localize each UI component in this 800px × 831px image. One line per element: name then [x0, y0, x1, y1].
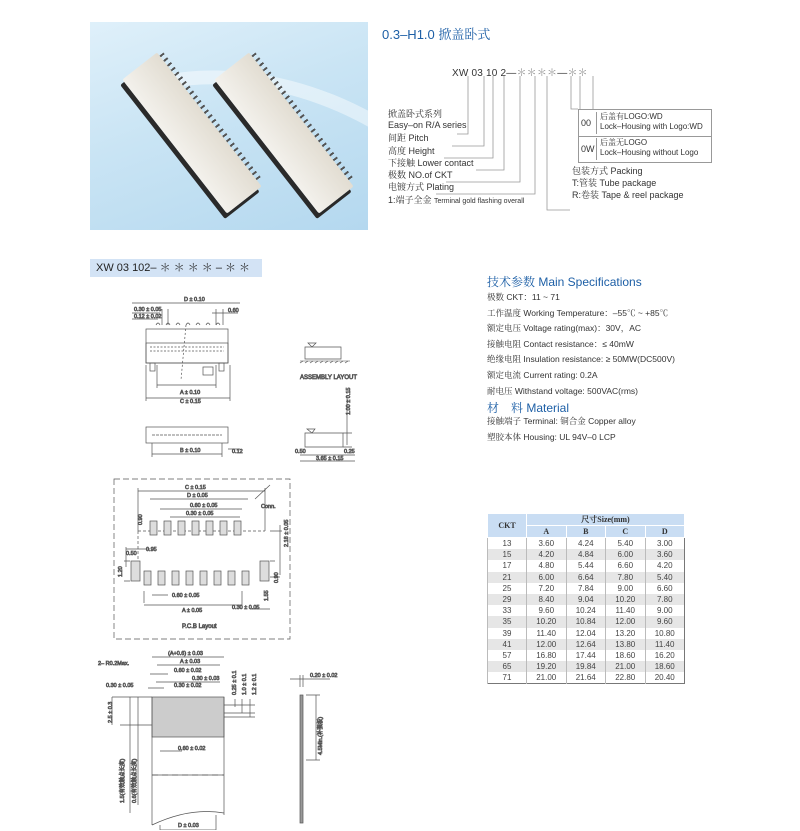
size-table-cell: 10.20	[527, 616, 567, 627]
part-number-dash: —	[557, 68, 568, 79]
size-table-cell: 20.40	[645, 672, 685, 684]
size-table-ckt-cell: 71	[488, 672, 527, 684]
dim-cable-width2: 0.30 ± 0.05	[106, 683, 134, 689]
size-table-cell: 4.20	[527, 549, 567, 560]
size-table-row	[488, 538, 685, 550]
size-table-cell: 5.40	[645, 572, 685, 583]
flat-cable-drawing	[98, 651, 337, 830]
cable-side-profile	[300, 695, 303, 823]
size-table-col-header: C	[606, 526, 646, 538]
size-table-ckt-cell: 17	[488, 560, 527, 571]
size-table-cell: 21.00	[606, 661, 646, 672]
pcb-caption: P.C.B Layout	[182, 624, 217, 630]
front-housing	[146, 329, 228, 363]
size-table-cell: 12.04	[566, 628, 606, 639]
dim-pcb-d: D ± 0.05	[187, 493, 208, 499]
size-table-ckt-cell: 15	[488, 549, 527, 560]
spec-item: 额定电流 Current rating: 0.2A	[487, 369, 598, 380]
size-table-cell: 13.80	[606, 639, 646, 650]
size-table-cell: 4.24	[566, 538, 606, 550]
dim-cable-radius: 2– R0.2Max.	[98, 661, 130, 667]
spec-item: 耐电压 Withstand voltage: 500VAC(rms)	[487, 385, 638, 396]
size-table-row	[488, 572, 685, 583]
dim-cable-width3: 0.30 ± 0.02	[174, 683, 202, 689]
size-table-cell: 21.00	[527, 672, 567, 684]
dim-pcb-c: C ± 0.15	[185, 485, 206, 491]
size-table-cell: 13.20	[606, 628, 646, 639]
leader-packing	[547, 76, 570, 210]
size-table-cell: 7.80	[606, 572, 646, 583]
size-table-cell: 3.60	[645, 549, 685, 560]
dim-pcb-218: 2.18 ± 0.05	[284, 519, 290, 547]
size-table-ckt-cell: 35	[488, 616, 527, 627]
part-number-prefix: XW 03 10 2—	[452, 68, 517, 79]
material-heading: 材 料 Material	[487, 401, 570, 415]
dim-cable-effective-1: 1.5(有效触点长度)	[120, 758, 126, 803]
size-table-cell: 6.64	[566, 572, 606, 583]
pcb-layout-drawing	[114, 479, 290, 639]
dim-cable-width: 0.30 ± 0.03	[192, 676, 220, 682]
side-view-drawing	[295, 388, 355, 462]
size-table-cell: 9.04	[566, 594, 606, 605]
spec-item: 工作温度 Working Temperature：–55℃ ~ +85℃	[487, 307, 669, 318]
legend-plating-option	[388, 194, 524, 208]
size-table-cell: 11.40	[606, 605, 646, 616]
legend-lower-contact: 下接触 Lower contact	[388, 158, 474, 168]
dim-cable-pitch: 0.60 ± 0.02	[174, 668, 202, 674]
size-table-cell: 10.24	[566, 605, 606, 616]
size-table-cell: 17.44	[566, 650, 606, 661]
size-table-cell: 6.00	[527, 572, 567, 583]
size-table-cell: 10.20	[606, 594, 646, 605]
size-table-ckt-cell: 29	[488, 594, 527, 605]
size-table-cell: 12.00	[527, 639, 567, 650]
logo-option-en: Lock–Housing with Logo:WD	[600, 122, 703, 131]
dim-bottom-b: B ± 0.10	[180, 448, 201, 454]
dim-front-pitch: 0.30 ± 0.05	[134, 307, 162, 313]
dim-front-060: 0.60	[228, 308, 239, 314]
dim-cable-v2: 1.0 ± 0.1	[242, 673, 248, 695]
size-table-cell: 12.64	[566, 639, 606, 650]
size-table-row	[488, 583, 685, 594]
size-table-ckt-cell: 57	[488, 650, 527, 661]
legend-plating: 电镀方式 Plating	[388, 182, 455, 192]
size-table-cell: 7.20	[527, 583, 567, 594]
material-item: 接触端子 Terminal: 铜合金 Copper alloy	[487, 416, 636, 426]
logo-option-code: 00	[581, 118, 592, 128]
size-table-cell: 3.60	[527, 538, 567, 550]
size-table-cell: 9.00	[606, 583, 646, 594]
size-table-cell: 8.40	[527, 594, 567, 605]
logo-option-code: 0W	[581, 144, 595, 154]
technical-drawings	[90, 285, 485, 830]
size-table-cell: 6.60	[645, 583, 685, 594]
dim-front-a: A ± 0.10	[180, 390, 201, 396]
size-table-ckt-cell: 39	[488, 628, 527, 639]
size-table-cell: 7.84	[566, 583, 606, 594]
dim-pcb-120: 1.20	[118, 566, 124, 577]
size-table-row	[488, 672, 685, 684]
section-header-bar: XW 03 102– ＊ ＊ ＊ ＊ – ＊ ＊	[90, 259, 262, 277]
dim-cable-d: D ± 0.03	[178, 823, 199, 829]
size-table-cell: 22.80	[606, 672, 646, 684]
dim-pcb-width1: 0.30 ± 0.05	[186, 511, 214, 517]
spec-item: 极数 CKT：11 ~ 71	[487, 292, 560, 302]
page-title: 0.3–H1.0 掀盖卧式	[382, 27, 491, 42]
size-table-row	[488, 650, 685, 661]
dim-cable-thickness: 0.20 ± 0.02	[310, 673, 338, 679]
dim-side-left: 0.50	[295, 449, 306, 455]
size-table-cell: 9.60	[527, 605, 567, 616]
spec-item: 接触电阻 Contact resistance：≤ 40mW	[487, 338, 634, 349]
dim-side-right: 0.25	[344, 449, 355, 455]
dim-cable-height: 2.5 ± 0.3	[108, 701, 114, 723]
dim-front-c: C ± 0.15	[180, 399, 201, 405]
material-list	[487, 414, 636, 445]
size-table-ckt-cell: 65	[488, 661, 527, 672]
legend-series-en: Easy–on R/A series	[388, 120, 467, 130]
size-table-cell: 4.84	[566, 549, 606, 560]
material-item: 塑胶本体 Housing: UL 94V–0 LCP	[487, 431, 616, 442]
product-photo	[90, 22, 368, 230]
dim-cable-a: A ± 0.03	[180, 659, 201, 665]
size-table-cell: 11.40	[527, 628, 567, 639]
logo-option-row	[579, 136, 711, 162]
dim-bottom-t: 0.12	[232, 449, 243, 455]
legend-packing-tube: T:管装 Tube package	[572, 178, 657, 188]
size-table-ckt-cell: 25	[488, 583, 527, 594]
dim-front-pin: 0.12 ± 0.02	[134, 314, 162, 320]
size-table	[487, 513, 685, 684]
size-table-cell: 10.84	[566, 616, 606, 627]
legend-packing: 包装方式 Packing	[572, 166, 643, 176]
legend-height: 高度 Height	[388, 146, 435, 156]
size-table-col-header: B	[566, 526, 606, 538]
size-table-row	[488, 549, 685, 560]
size-table-cell: 18.60	[606, 650, 646, 661]
front-view-drawing	[132, 297, 240, 405]
size-table-row	[488, 616, 685, 627]
assembly-caption: ASSEMBLY LAYOUT	[300, 375, 358, 381]
logo-option-en: Lock–Housing without Logo	[600, 148, 699, 157]
size-table-ckt-header: CKT	[488, 514, 527, 538]
dim-pcb-155: 1.55	[264, 590, 270, 601]
leader-logo	[571, 76, 578, 109]
size-table-cell: 9.00	[645, 605, 685, 616]
logo-option-cn: 后盖无LOGO	[600, 138, 648, 147]
size-table-cell: 21.64	[566, 672, 606, 684]
size-table-cell: 10.80	[645, 628, 685, 639]
size-table-col-header: A	[527, 526, 567, 538]
size-table-row	[488, 661, 685, 672]
leader-lower-contact	[476, 76, 504, 170]
size-table-cell: 11.40	[645, 639, 685, 650]
specs-list	[487, 290, 675, 399]
size-table-row	[488, 628, 685, 639]
specs-heading: 技术参数 Main Specifications	[487, 275, 642, 289]
size-table-ckt-cell: 33	[488, 605, 527, 616]
size-table-cell: 12.00	[606, 616, 646, 627]
dim-cable-effective-2: 0.6(有效触点长度)	[132, 758, 138, 803]
legend-series-cn: 掀盖卧式系列	[388, 109, 443, 119]
assembly-layout-drawing	[300, 343, 357, 381]
size-table-cell: 5.44	[566, 560, 606, 571]
legend-ckt: 极数 NO.of CKT	[388, 170, 453, 180]
dim-pcb-pitch2: 0.60 ± 0.05	[172, 593, 200, 599]
size-table-ckt-cell: 21	[488, 572, 527, 583]
size-table-cell: 4.80	[527, 560, 567, 571]
size-table-cell: 9.60	[645, 616, 685, 627]
size-table-row	[488, 594, 685, 605]
part-number-stars-2: ＊＊	[567, 68, 588, 79]
size-table-cell: 6.60	[606, 560, 646, 571]
size-table-row	[488, 605, 685, 616]
logo-option-box	[578, 109, 712, 163]
size-table-size-header: 尺寸Size(mm)	[527, 514, 685, 526]
dim-cable-pitch2: 0.60 ± 0.02	[178, 746, 206, 752]
plating-option-code: 1:端子全金	[388, 195, 432, 205]
size-table-cell: 3.00	[645, 538, 685, 550]
dim-pcb-width2: 0.30 ± 0.05	[232, 605, 260, 611]
size-table-ckt-cell: 13	[488, 538, 527, 550]
dim-pcb-050: 0.50	[126, 551, 137, 557]
dim-pcb-a: A ± 0.05	[182, 608, 203, 614]
size-table-ckt-cell: 41	[488, 639, 527, 650]
dim-side-height: 1.00 ± 0.15	[346, 387, 352, 415]
cable-contact-area	[152, 697, 224, 737]
size-table-cell: 7.80	[645, 594, 685, 605]
logo-option-text	[596, 112, 703, 134]
pcb-conn-label: Conn.	[261, 504, 276, 510]
dim-pcb-090-top: 0.90	[138, 514, 144, 525]
bottom-view-drawing	[146, 427, 243, 457]
dim-pcb-090-right: 0.90	[274, 572, 280, 583]
size-table-cell: 6.00	[606, 549, 646, 560]
logo-option-cn: 后盖有LOGO:WD	[600, 112, 663, 121]
size-table-cell: 16.80	[527, 650, 567, 661]
legend-pitch: 间距 Pitch	[388, 133, 429, 143]
dim-pcb-pitch1: 0.60 ± 0.05	[190, 503, 218, 509]
size-table-cell: 5.40	[606, 538, 646, 550]
size-table-cell: 4.20	[645, 560, 685, 571]
spec-item: 绝缘电阻 Insulation resistance: ≥ 50MW(DC500V)	[487, 354, 675, 365]
dim-cable-ap: (A+0.6) ± 0.03	[168, 651, 203, 657]
logo-option-row	[579, 110, 711, 137]
size-table-cell: 16.20	[645, 650, 685, 661]
dim-cable-min-length: 4.5Min.(补强板)	[318, 716, 324, 755]
front-body	[146, 343, 228, 363]
dim-front-d: D ± 0.10	[184, 297, 205, 303]
dim-pcb-095: 0.95	[146, 547, 157, 553]
size-table-cell: 18.60	[645, 661, 685, 672]
size-table-cell: 19.20	[527, 661, 567, 672]
dim-side-width: 3.65 ± 0.15	[316, 456, 344, 462]
dim-cable-v1: 0.25 ± 0.1	[232, 670, 238, 695]
spec-item: 额定电压 Voltage rating(max)：30V，AC	[487, 323, 641, 334]
size-table-row	[488, 560, 685, 571]
size-table-cell: 19.84	[566, 661, 606, 672]
size-table-col-header: D	[645, 526, 685, 538]
legend-packing-reel: R:卷装 Tape & reel package	[572, 190, 684, 200]
plating-option-detail: Terminal gold flashing overall	[434, 198, 525, 205]
logo-option-text	[596, 138, 698, 160]
size-table-row	[488, 639, 685, 650]
part-number-stars-1: ＊＊＊＊	[516, 68, 558, 79]
dim-cable-v3: 1.2 ± 0.1	[252, 673, 258, 695]
